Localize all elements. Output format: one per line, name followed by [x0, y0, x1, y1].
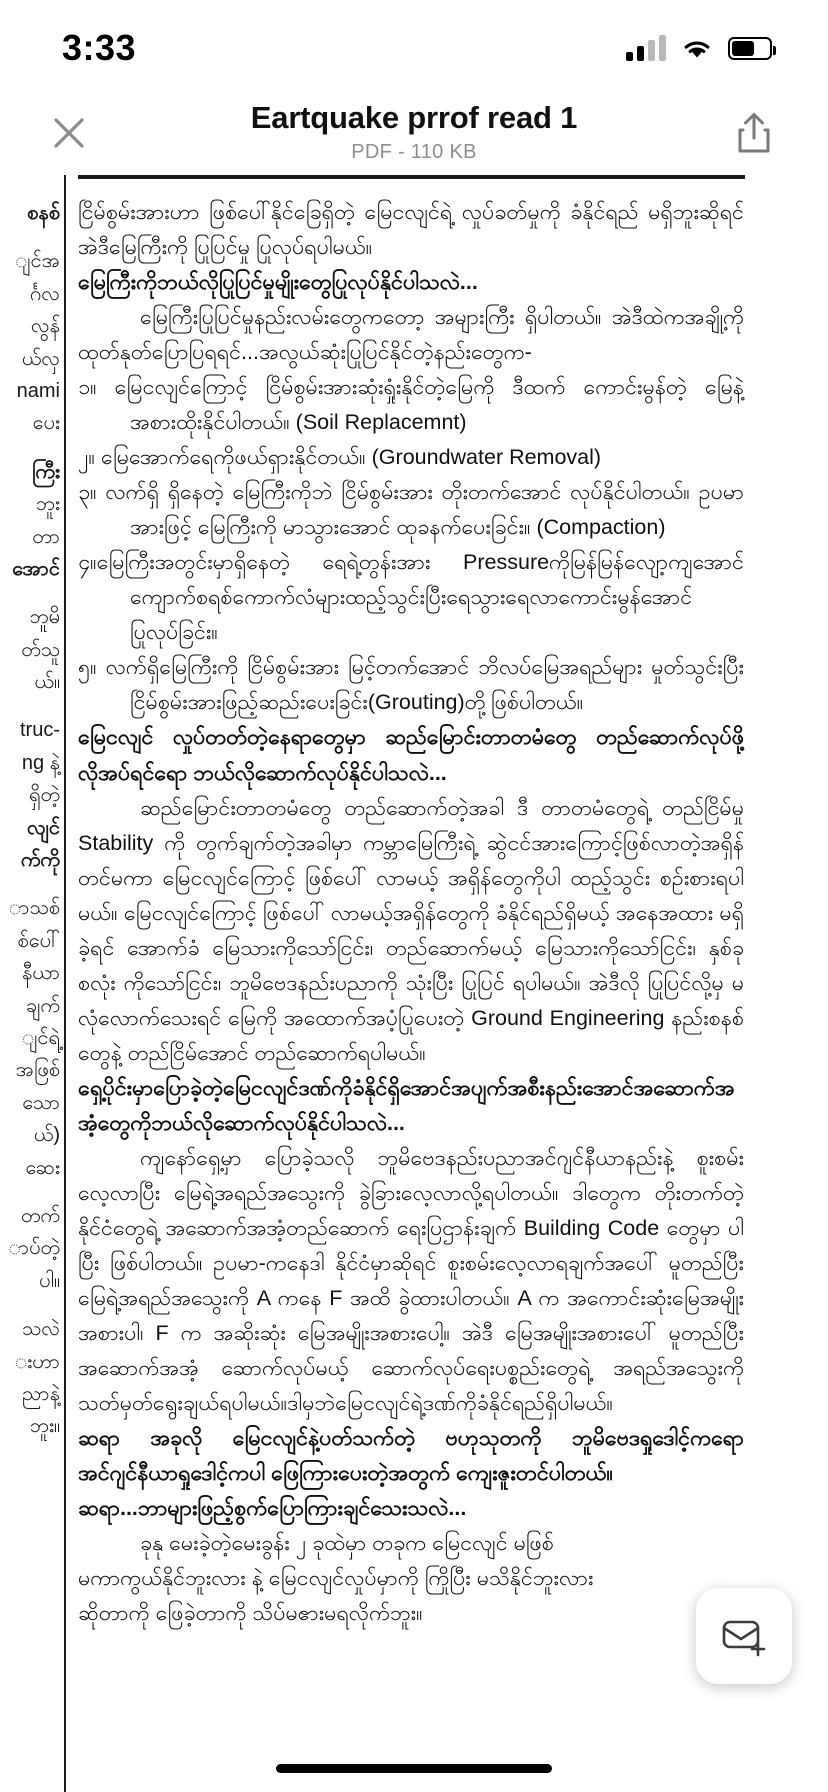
doc-list-item: ၁။ မြေငလျင်ကြောင့် ငြိမ်စွမ်းအားဆုံးရှုံးနိုင်တဲ့မြေကို ဒီထက် ကောင်းမွန်တဲ့ မြေနဲ့ အစားထိုးနိုင်ပါတယ်။ (Soil Replacemnt) — [78, 375, 744, 435]
sliver-line: ကြီး — [31, 460, 60, 483]
sliver-line: ng နဲ့ — [21, 751, 60, 774]
doc-paragraph: မကာကွယ်နိုင်ဘူးလား နဲ့ မြေငလျင်လှုပ်မှာကို ကြိုပြီး မသိနိုင်ဘူးလား — [78, 1566, 594, 1591]
sliver-line: စနစ် — [27, 202, 60, 224]
sliver-line: နီယာ — [22, 962, 60, 985]
doc-heading: ရှေ့ပိုင်းမှာပြောခဲ့တဲ့မြေငလျင်ဒဏ်ကိုခံနိုင်ရှိအောင်အပျက်အစီးနည်းအောင်အဆောက်အအံ့တွေကိုဘယ်လိုဆောက်လုပ်နိုင်ပါသလဲ... — [78, 1075, 735, 1135]
home-indicator — [276, 1764, 552, 1773]
sliver-line: ညာနဲ့ — [22, 1382, 60, 1405]
sliver-line: တ်သူ — [21, 638, 60, 661]
doc-paragraph: ခုနု မေးခဲ့တဲ့မေးခွန်း ၂ ခုထဲမှာ တခုက မြေငလျင် မဖြစ် — [140, 1531, 554, 1556]
share-icon[interactable] — [726, 104, 782, 162]
previous-page-sliver[interactable] — [0, 175, 66, 1792]
doc-heading: မြေငလျင် လှုပ်တတ်တဲ့နေရာတွေမှာ ဆည်မြောင်းတာတမံတွေ တည်ဆောက်လုပ်ဖို့ လိုအပ်ရင်ရော ဘယ်လိုဆောက်လုပ်နိုင်ပါသလဲ... — [78, 725, 744, 785]
cellular-bars-icon — [626, 35, 666, 61]
doc-list-item: ၅။ လက်ရှိမြေကြီးကို ငြိမ်စွမ်းအား မြင့်တက်အောင် ဘိလပ်မြေအရည်များ မှုတ်သွင်းပြီး ငြိမ်စွမ်းအားဖြည့်ဆည်းပေးခြင်း(Grouting)တို့ဖြစ်ပါတယ်။ — [78, 655, 744, 715]
status-bar — [0, 0, 828, 96]
sliver-line: ာသစ် — [8, 897, 60, 920]
battery-icon — [728, 37, 772, 60]
doc-heading: ဆရာ...ဘာများဖြည့်စွက်ပြောကြားချင်သေးသလဲ... — [78, 1496, 467, 1521]
sliver-line: လျင် — [26, 816, 60, 839]
sliver-line: truc- — [20, 719, 60, 742]
doc-heading: ဆရာ အခုလို မြေငလျင်နဲ့ပတ်သက်တဲ့ ဗဟုသုတကို ဘူမိဗေဒရှုဒေါင့်ကရော အင်ဂျင်နီယာရှုဒေါင့်ကပါ ဖြေကြားပေးတဲ့အတွက် ကျေးဇူးတင်ပါတယ်။ — [78, 1426, 744, 1486]
close-icon[interactable] — [42, 106, 96, 160]
sliver-line: ချက် — [26, 994, 60, 1017]
document-nav-bar — [0, 96, 828, 174]
sliver-line: ရှိတဲ့ — [29, 784, 60, 807]
sliver-line: တာ — [32, 525, 60, 548]
status-time: 3:33 — [62, 27, 137, 68]
doc-list-item: ၃။ လက်ရှိ ရှိနေတဲ့ မြေကြီးကိုဘဲ ငြိမ်စွမ်းအား တိုးတက်အောင် လုပ်နိုင်ပါတယ်။ ဥပမာအားဖြင့် မြေကြီးကို မာသွားအောင် ထုခနက်ပေးခြင်း။ (Compaction) — [78, 480, 744, 540]
sliver-line: သလဲ — [21, 1318, 60, 1341]
sliver-line: အောင် — [12, 557, 60, 580]
sliver-line: ဘူး။ — [29, 1415, 60, 1438]
document-meta: PDF - 110 KB — [351, 140, 477, 163]
sliver-line: တက် — [20, 1204, 60, 1227]
sliver-line: လွန် — [30, 315, 60, 338]
sliver-line: ဆေး — [25, 1156, 60, 1179]
page-title: Eartquake prrof read 1 — [250, 100, 578, 135]
status-indicators — [626, 35, 772, 61]
sliver-line: သော — [22, 1091, 60, 1114]
sliver-line: အဖြစ် — [15, 1059, 60, 1082]
doc-list-item: ၂။ မြေအောက်ရေကိုဖယ်ရှားနိုင်တယ်။ (Groundwater Removal) — [78, 445, 602, 470]
pdf-viewer[interactable] — [0, 174, 828, 1792]
doc-paragraph: ဆည်မြောင်းတာတမံတွေ တည်ဆောက်တဲ့အခါ ဒီ တာတမံတွေရဲ့ တည်ငြိမ်မှု Stability ကို တွက်ချက်တဲ့အခါမှာ ကမ္ဘာမြေကြီးရဲ့ ဆွဲငင်အားကြောင့်ဖြစ်လာတဲ့အရှိန် တင်မကာ မြေငလျင်ကြောင့် ဖြစ်ပေါ် လာမယ့် အရှိန်တွေကိုပါ ထည့်သွင်း စဉ်းစားရပါမယ်။ မြေငလျင်ကြောင့် ဖြစ်ပေါ် လာမယ့်အရှိန်တွေကို ခံနိုင်ရည်ရှိမယ့် အနေအထား မရှိခဲ့ရင် အောက်ခံ မြေသားကိုသော်ငြင်း၊ တည်ဆောက်မယ့် မြေသားကိုသော်ငြင်း၊ နှစ်ခုစလုံး ကိုသော်ငြင်း၊ ဘူမိဗေဒနည်းပညာကို သုံးပြီး ပြုပြင် ရပါမယ်။ အဲဒီလို ပြုပြင်လို့မှ မလုံလောက်သေးရင် မြေကို အထောက်အပံ့ပြုပေးတဲ့ Ground Engineering နည်းစနစ်တွေနဲ့ တည်ငြိမ်အောင် တည်ဆောက်ရပါမယ်။ — [78, 795, 744, 1065]
sliver-line: ယ်လှ — [21, 347, 60, 370]
doc-paragraph: ကျနော်ရှေ့မှာ ပြောခဲ့သလို ဘူမိဗေဒနည်းပညာအင်ဂျင်နီယာနည်းနဲ့ စူးစမ်းလေ့လာပြီး မြေရဲ့အရည်အသွေးကို ခွဲခြားလေ့လာလို့ရပါတယ်။ ဒါတွေက တိုးတက်တဲ့ နိုင်ငံတွေရဲ့ အဆောက်အအံ့တည်ဆောက် ရေးပြဌာန်းချက် Building Code တွေမှာ ပါပြီး ဖြစ်ပါတယ်။ ဥပမာ-ကနေဒါ နိုင်ငံမှာဆိုရင် စူးစမ်းလေ့လာရချက်အပေါ် မူတည်ပြီး မြေရဲ့အရည်အသွေးကို A ကနေ F အထိ ခွဲထားပါတယ်။ A က အကောင်းဆုံးမြေအမျိုးအစားပါ၊ F က အဆိုးဆုံး မြေအမျိုးအစားပေါ့။ အဲဒီ မြေအမျိုးအစားပေါ် မူတည်ပြီး အဆောက်အအံ့ ဆောက်လုပ်မယ့် ဆောက်လုပ်ရေးပစ္စည်းတွေရဲ့ အရည်အသွေးကိုသတ်မှတ်ရွေးချယ်ရပါမယ်။ဒါမှဘဲမြေငလျင်ရဲ့ဒဏ်ကိုခံနိုင်ရည်ရှိပါမယ်။ — [78, 1145, 744, 1416]
sliver-line: င်္ဂလ — [29, 282, 60, 305]
sliver-line: ျင်အ — [14, 250, 60, 273]
sliver-line: nami — [16, 379, 60, 402]
document-title-block — [251, 100, 577, 164]
sliver-line: က်ကို — [20, 849, 60, 872]
doc-heading: မြေကြီးကိုဘယ်လိုပြုပြင်မှုမျိုးတွေပြုလုပ်နိုင်ပါသလဲ... — [78, 270, 478, 295]
sliver-line: ယ်) — [33, 1124, 60, 1147]
sliver-line: စ်ပေါ် — [17, 929, 60, 952]
pdf-page-content — [68, 175, 828, 1792]
wifi-icon — [680, 35, 714, 61]
doc-paragraph: ငြိမ်စွမ်းအားဟာ ဖြစ်ပေါ်နိုင်ခြေရှိတဲ့ မြေငလျင်ရဲ့ လှုပ်ခတ်မှုကို ခံနိုင်ရည် မရှိဘူးဆိုရင် အဲဒီမြေကြီးကို ပြုပြင်မှု ပြုလုပ်ရပါမယ်။ — [78, 200, 744, 260]
doc-paragraph: မြေကြီးပြုပြင်မှုနည်းလမ်းတွေကတော့ အများကြီး ရှိပါတယ်။ အဲဒီထဲကအချို့ကိုထုတ်နုတ်ပြောပြရရင်...အလွယ်ဆုံးပြုပြင်နိုင်တဲ့နည်းတွေက- — [78, 305, 744, 365]
sliver-line: ပါ။ — [39, 1269, 60, 1292]
sliver-line: ပေး — [32, 412, 60, 435]
sliver-line: ယ်။ — [34, 671, 60, 694]
sliver-line: ဘူမိ — [29, 606, 60, 629]
doc-list-item: ၄။မြေကြီးအတွင်းမှာရှိနေတဲ့ ရေရဲ့တွန်းအား Pressureကိုမြန်မြန်လျော့ကျအောင် ကျောက်စရစ်ကောက်လံများထည့်သွင်းပြီးရေသွားရေလာကောင်းမွန်အောင် ပြုလုပ်ခြင်း။ — [78, 550, 744, 645]
sliver-line: ာပ်တဲ့ — [8, 1237, 60, 1260]
doc-paragraph: ဆိုတာကို ဖြေခဲ့တာကို သိပ်မဧားမရလိုက်ဘူး။ — [78, 1601, 423, 1626]
add-to-reading-list-icon[interactable] — [696, 1588, 792, 1684]
sliver-line: းဟာ — [14, 1350, 60, 1373]
sliver-line: ဘူး — [35, 493, 60, 516]
sliver-line: ျင်ရဲ့ — [21, 1026, 60, 1049]
